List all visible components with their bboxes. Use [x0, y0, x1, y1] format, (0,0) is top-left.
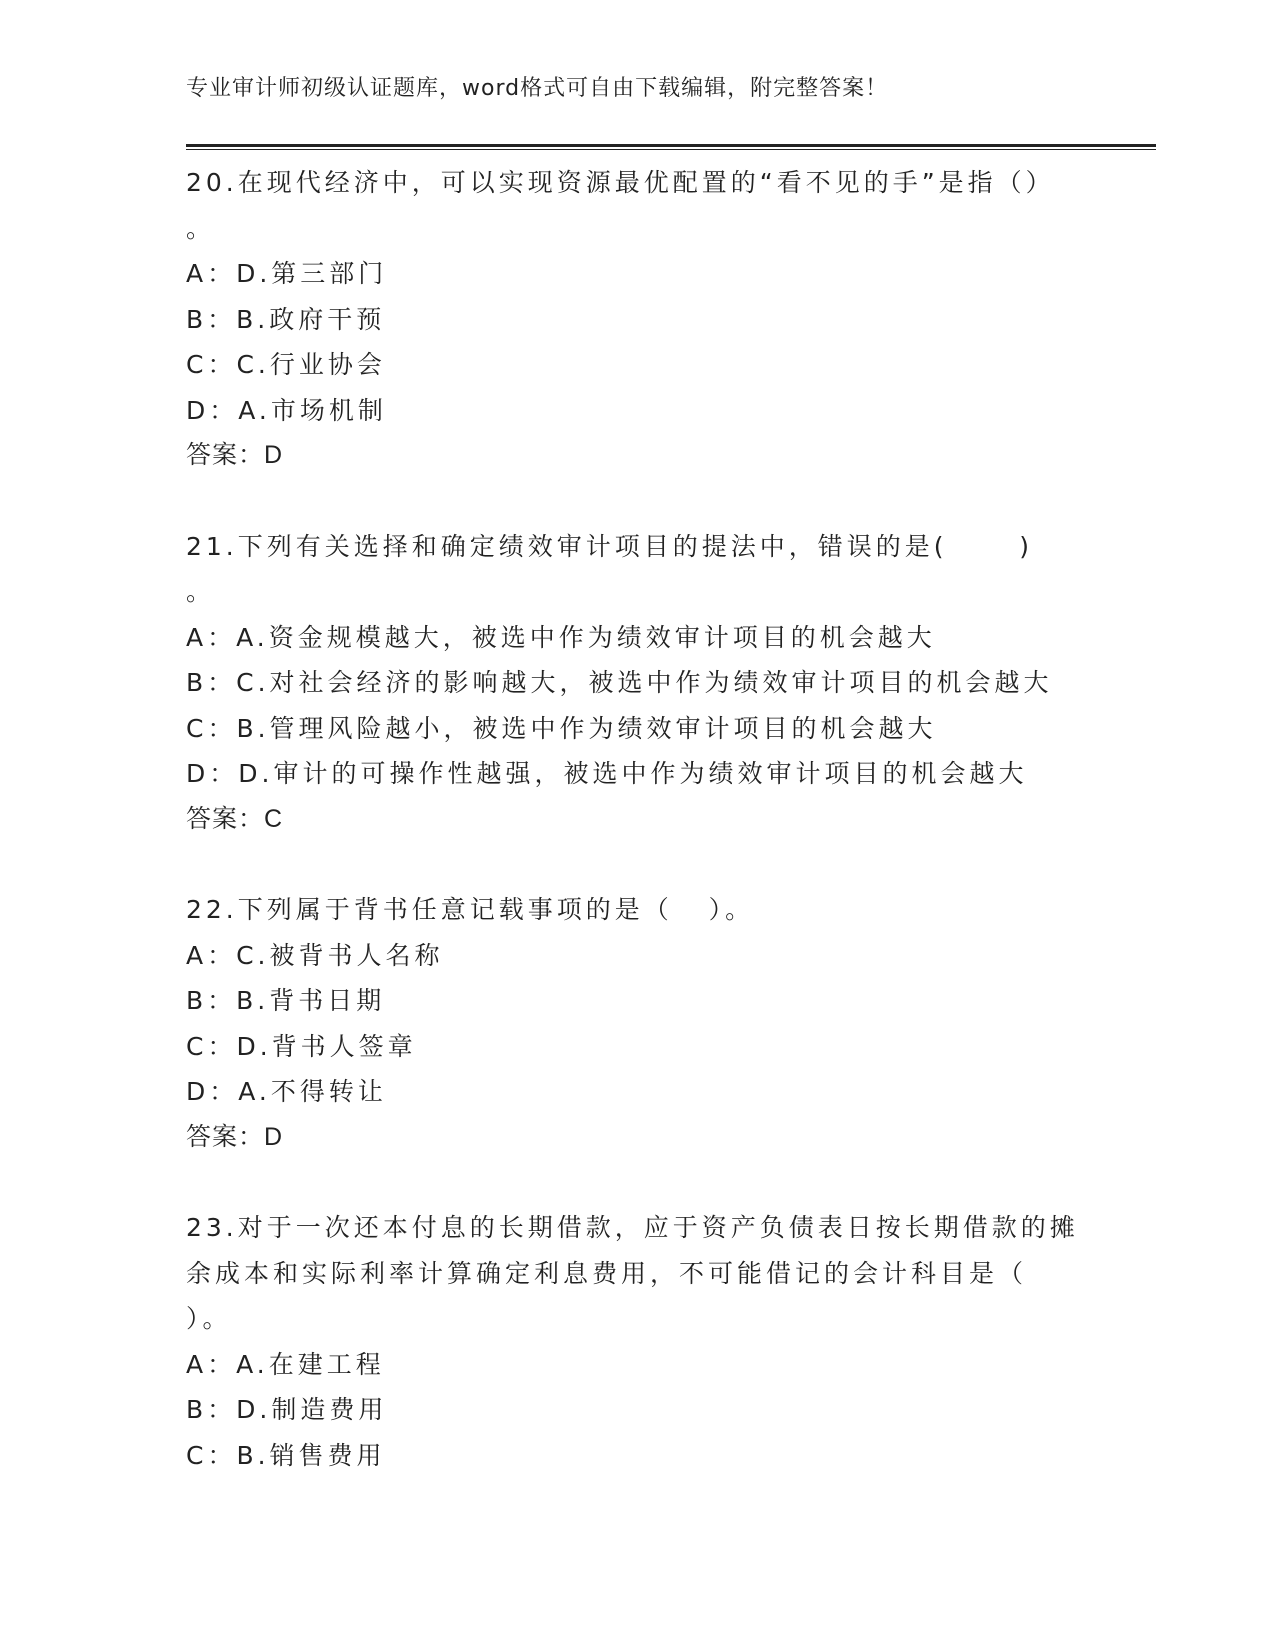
- question-text-line: 23.对于一次还本付息的长期借款，应于资产负债表日按长期借款的摊: [186, 1213, 1079, 1242]
- option-c: C：B.销售费用: [186, 1440, 386, 1470]
- option-c: C：D.背书人签章: [186, 1031, 417, 1061]
- option-d: D：A.不得转让: [186, 1077, 387, 1106]
- question-list: [186, 160, 1079, 1478]
- answer: 答案：C: [186, 804, 284, 833]
- question-text-line: 21.下列有关选择和确定绩效审计项目的提法中，错误的是( ): [186, 531, 1033, 561]
- option-c: C：C.行业协会: [186, 350, 386, 379]
- option-c: C：B.管理风险越小，被选中作为绩效审计项目的机会越大: [186, 713, 937, 743]
- option-a: A：A.资金规模越大，被选中作为绩效审计项目的机会越大: [186, 622, 936, 652]
- question-text-line: 余成本和实际利率计算确定利息费用，不可能借记的会计科目是（: [186, 1258, 1028, 1288]
- answer: 答案：D: [186, 1122, 284, 1151]
- question-22: [186, 887, 1066, 1160]
- question-text-line: 20.在现代经济中，可以实现资源最优配置的“看不见的手”是指（）: [186, 168, 1055, 197]
- question-text-line: ）。: [186, 1304, 232, 1333]
- document-header: 专业审计师初级认证题库，word格式可自由下载编辑，附完整答案！: [186, 76, 889, 101]
- option-a: A：D.第三部门: [186, 259, 388, 288]
- question-20: [186, 160, 1066, 479]
- question-21: [186, 524, 1066, 843]
- option-d: D：D.审计的可操作性越强，被选中作为绩效审计项目的机会越大: [186, 759, 1028, 788]
- header-divider: [186, 144, 1156, 150]
- answer: 答案：D: [186, 441, 284, 469]
- question-text-line: 。: [186, 577, 216, 606]
- option-a: A：A.在建工程: [186, 1349, 385, 1379]
- option-a: A：C.被背书人名称: [186, 940, 444, 970]
- option-d: D：A.市场机制: [186, 395, 387, 425]
- option-b: B：B.政府干预: [186, 304, 386, 334]
- option-b: B：C.对社会经济的影响越大，被选中作为绩效审计项目的机会越大: [186, 668, 1053, 697]
- question-23: [186, 1205, 1079, 1478]
- question-text-line: 。: [186, 213, 216, 243]
- option-b: B：D.制造费用: [186, 1395, 388, 1424]
- question-text-line: 22.下列属于背书任意记载事项的是（ ）。: [186, 895, 755, 924]
- option-b: B：B.背书日期: [186, 986, 386, 1015]
